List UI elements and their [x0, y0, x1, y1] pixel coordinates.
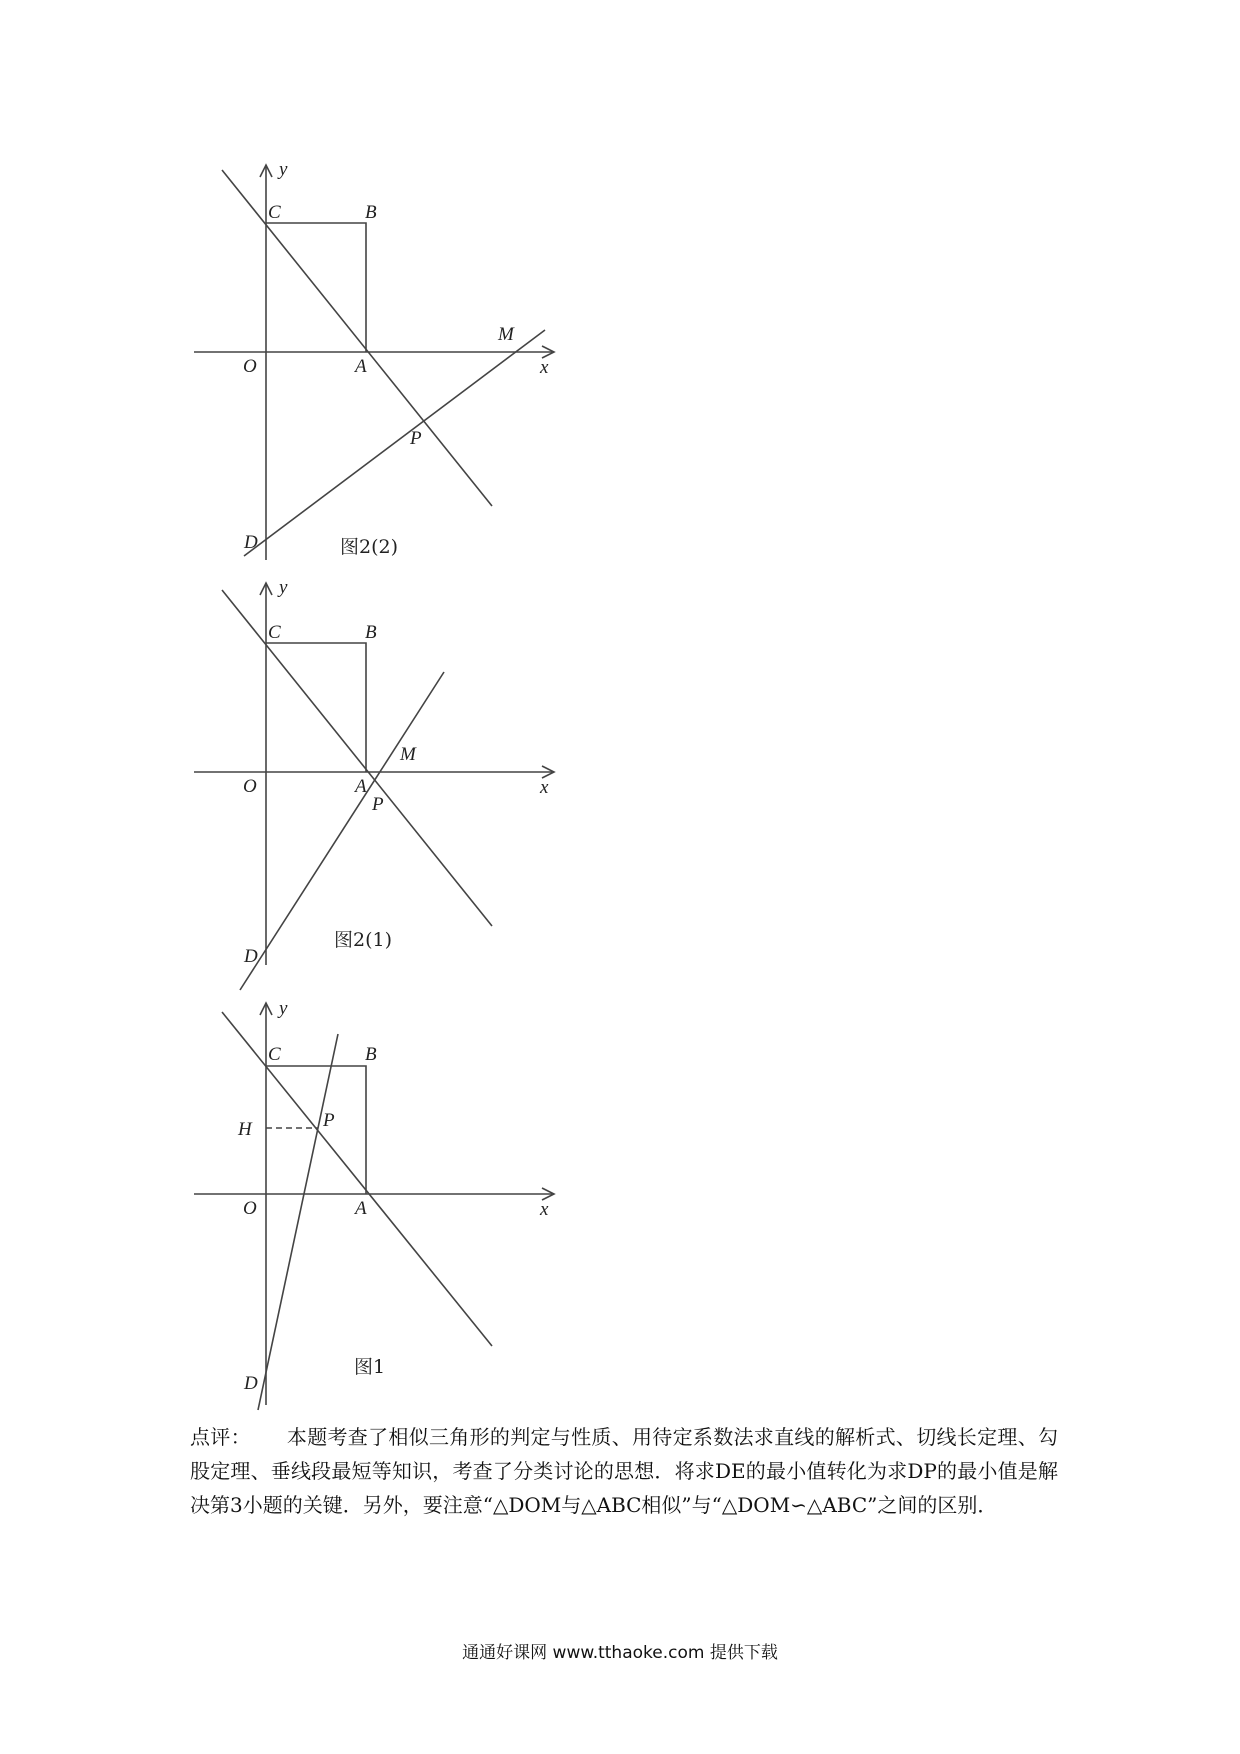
label-o: O: [243, 1198, 257, 1219]
label-b: B: [365, 202, 377, 223]
label-d: D: [244, 1373, 258, 1394]
commentary-heading: 点评：: [190, 1425, 251, 1449]
figure-caption: 图2(1): [334, 929, 393, 951]
label-c: C: [268, 622, 281, 643]
label-h: H: [238, 1119, 252, 1140]
label-y: y: [279, 577, 288, 598]
label-x: x: [540, 357, 549, 378]
label-a: A: [355, 1198, 367, 1219]
page-footer: 通通好课网 www.tthaoke.com 提供下载: [462, 1643, 778, 1663]
label-a: A: [355, 356, 367, 377]
label-a: A: [355, 776, 367, 797]
label-p: P: [372, 794, 384, 815]
label-c: C: [268, 202, 281, 223]
label-p: P: [410, 428, 422, 449]
line-dp: [258, 1034, 338, 1410]
label-o: O: [243, 356, 257, 377]
label-x: x: [540, 1199, 549, 1220]
label-c: C: [268, 1044, 281, 1065]
label-y: y: [279, 159, 288, 180]
label-y: y: [279, 998, 288, 1019]
figure-caption: 图2(2): [340, 536, 399, 558]
commentary-body: 本题考查了相似三角形的判定与性质、用待定系数法求直线的解析式、切线长定理、勾股定理、垂线段最短等知识，考查了分类讨论的思想．将求DE的最小值转化为求DP的最小值是解决第3小题的关键．另外，要注意“△DOM与△ABC相似”与“△DOM∽△ABC”之间的区别．: [190, 1425, 1059, 1517]
label-m: M: [498, 324, 514, 345]
label-o: O: [243, 776, 257, 797]
label-b: B: [365, 622, 377, 643]
label-x: x: [540, 777, 549, 798]
label-d: D: [244, 532, 258, 553]
commentary-paragraph: [190, 1420, 1058, 1522]
label-p: P: [323, 1110, 335, 1131]
label-b: B: [365, 1044, 377, 1065]
label-m: M: [400, 744, 416, 765]
label-d: D: [244, 946, 258, 967]
figure-caption: 图1: [354, 1356, 386, 1378]
line-ca: [222, 1012, 492, 1346]
